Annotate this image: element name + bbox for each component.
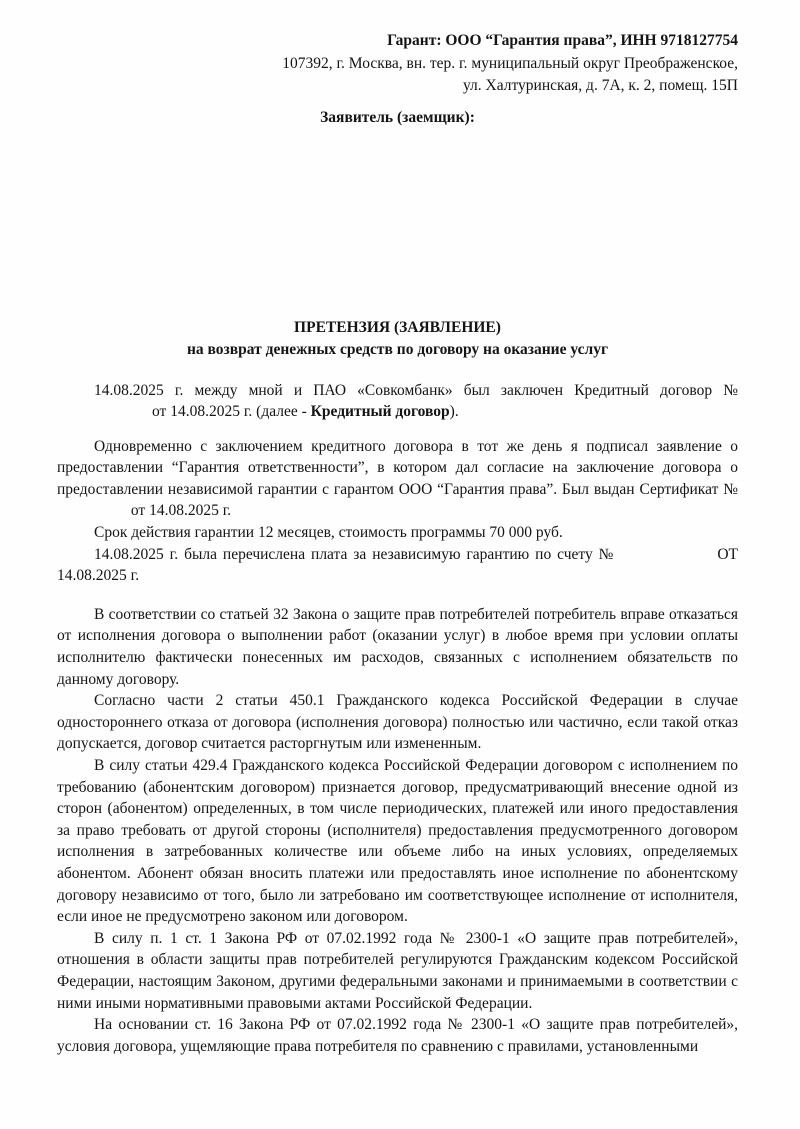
document-body [57, 380, 738, 1058]
guarantor-address-line1: 107392, г. Москва, вн. тер. г. муниципальный округ Преображенское, [282, 54, 738, 72]
paragraph-line [57, 380, 738, 402]
guarantor-name-line: Гарант: ООО “Гарантия права”, ИНН 9718127754 [387, 32, 738, 49]
blank-placeholder [621, 557, 711, 559]
document-title: ПРЕТЕНЗИЯ (ЗАЯВЛЕНИЕ) [294, 318, 501, 336]
paragraph-law-article-32 [57, 604, 738, 690]
document-subtitle: на возврат денежных средств по договору на оказание услуг [186, 340, 608, 358]
guarantor-address-line2: ул. Халтуринская, д. 7А, к. 2, помещ. 15П [462, 77, 738, 94]
paragraph-text: 14.08.2025 г. между мной и ПАО «Совкомбанк» был заключен Кредитный договор № [94, 381, 738, 399]
paragraph-text: На основании ст. 16 Закона РФ от 07.02.1992 года № 2300-1 «О защите прав потребителей», условия договора, ущемляющие права потребителя по сравнению с правилами, установленными [57, 1016, 738, 1055]
paragraph-text: 14.08.2025 г. была перечислена плата за независимую гарантию по счету № [94, 545, 622, 563]
paragraph-text: В соответствии со статьей 32 Закона о защите прав потребителей потребитель вправе отказаться от исполнения договора о выполнении работ (оказании услуг) в любое время при условии оплаты исполнителю фактически понесенных им расходов, связанных с исполнением обязательств по данному договору. [57, 605, 738, 688]
paragraph-guarantee-signing [57, 436, 738, 522]
blank-placeholder [57, 414, 152, 416]
paragraph-guarantee-term-cost [57, 522, 738, 544]
guarantor-header [57, 30, 738, 98]
paragraph-text: от 14.08.2025 г. (далее - [152, 403, 311, 421]
paragraph-gk-429-4 [57, 755, 738, 928]
paragraph-text: ОТ 14.08.2025 г. [57, 545, 738, 585]
paragraph-gk-450-1 [57, 690, 738, 755]
paragraph-credit-contract [57, 380, 738, 423]
paragraph-line [57, 401, 738, 423]
paragraph-text: ). [449, 403, 459, 421]
paragraph-law-2300-1-st16 [57, 1014, 738, 1057]
paragraph-law-2300-1-p1-st1 [57, 928, 738, 1014]
applicant-label: Заявитель (заемщик): [320, 108, 475, 126]
paragraph-payment-transfer [57, 544, 738, 587]
paragraph-text: Одновременно с заключением кредитного договора в тот же день я подписал заявление о предоставлении “Гарантия ответственности”, в котором дал согласие на заключение договора о предоставлении независимой гарантии с гарантом ООО “Гарантия права”. Был выдан Сертификат № [57, 437, 738, 498]
paragraph-text: Срок действия гарантии 12 месяцев, стоимость программы 70 000 руб. [94, 524, 563, 542]
blank-placeholder [57, 513, 127, 515]
defined-term: Кредитный договор [310, 403, 450, 421]
paragraph-text: В силу статьи 429.4 Гражданского кодекса Российской Федерации договором с исполнением по требованию (абонентским договором) признается договор, предусматривающий внесение одной из сторон (абонентом) определенных, в том числе периодических, платежей или иного предоставления за право требовать от другой стороны (исполнителя) предоставления предусмотренного договором исполнения в затребованных количестве или объеме либо на иных условиях, определяемых абонентом. Абонент обязан вносить платежи или предоставлять иное исполнение по абонентскому договору независимо от того, было ли затребовано им соответствующее исполнение от исполнителя, если иное не предусмотрено законом или договором. [57, 757, 738, 926]
paragraph-text: В силу п. 1 ст. 1 Закона РФ от 07.02.1992 года № 2300-1 «О защите прав потребителей», отношения в области защиты прав потребителей регулируются Гражданским кодексом Российской Федерации, настоящим Законом, другими федеральными законами и принимаемыми в соответствии с ними иными нормативными правовыми актами Российской Федерации. [57, 929, 738, 1012]
paragraph-text: Согласно части 2 статьи 450.1 Гражданского кодекса Российской Федерации в случае одностороннего отказа от договора (исполнения договора) полностью или частично, если такой отказ допускается, договор считается расторгнутым или измененным. [57, 692, 738, 753]
paragraph-text: от 14.08.2025 г. [127, 502, 232, 520]
